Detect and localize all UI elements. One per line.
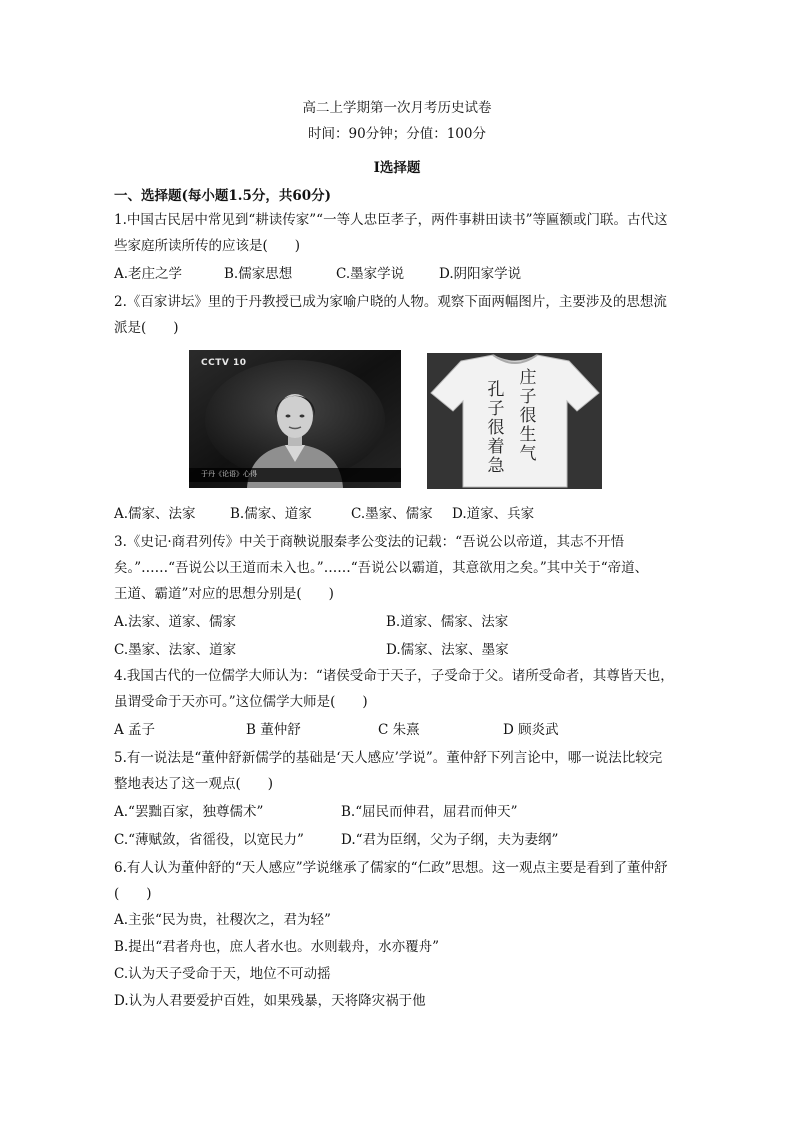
shirt-text-left: 孔子很着急: [487, 380, 505, 476]
q2-option-c[interactable]: C.墨家、儒家: [351, 506, 433, 522]
question-2-line-2: 派是( ): [114, 320, 179, 336]
question-4-line-2: 虽谓受命于天亦可。”这位儒学大师是( ): [114, 694, 368, 710]
tshirt-illustration: [427, 353, 602, 489]
q2-option-d[interactable]: D.道家、兵家: [452, 506, 535, 522]
question-6-line-1: 6.有人认为董仲舒的“天人感应”学说继承了儒家的“仁政”思想。这一观点主要是看到了董仲舒: [114, 860, 668, 876]
question-5-line-1: 5.有一说法是“董仲舒新儒学的基础是‘天人感应’学说”。董仲舒下列言论中，哪一说法比较完: [114, 750, 663, 766]
q3-option-a[interactable]: A.法家、道家、儒家: [114, 614, 237, 630]
q5-option-a[interactable]: A.“罢黜百家，独尊儒术”: [114, 804, 264, 820]
q1-option-d[interactable]: D.阴阳家学说: [439, 266, 522, 282]
question-3-line-3: 王道、霸道”对应的思想分别是( ): [114, 586, 334, 602]
q5-option-b[interactable]: B.“屈民而伸君，屈君而伸天”: [341, 804, 518, 820]
q3-option-d[interactable]: D.儒家、法家、墨家: [386, 642, 509, 658]
tv-caption: 于丹《论语》心得: [201, 470, 257, 478]
exam-title: 高二上学期第一次月考历史试卷: [302, 100, 492, 116]
q1-option-a[interactable]: A.老庄之学: [114, 266, 183, 282]
q4-option-c[interactable]: C 朱熹: [378, 722, 420, 738]
q4-option-b[interactable]: B 董仲舒: [246, 722, 301, 738]
question-3-line-1: 3.《史记·商君列传》中关于商鞅说服秦孝公变法的记载：“吾说公以帝道，其志不开悟: [114, 534, 625, 550]
q6-option-a[interactable]: A.主张“民为贵，社稷次之，君为轻”: [114, 912, 331, 928]
tv-lecture-photo: [189, 350, 401, 488]
question-5-line-2: 整地表达了这一观点( ): [114, 776, 274, 792]
section-title: 一、选择题(每小题1.5分，共60分): [114, 188, 332, 204]
tv-lecture-illustration: [189, 350, 401, 488]
q6-option-b[interactable]: B.提出“君者舟也，庶人者水也。水则载舟，水亦覆舟”: [114, 939, 440, 955]
part-title: I选择题: [373, 160, 421, 176]
question-1-line-1: 1.中国古民居中常见到“耕读传家”“一等人忠臣孝子，两件事耕田读书”等匾额或门联。古代这: [114, 212, 668, 228]
question-3-line-2: 矣。”……“吾说公以王道而未入也。”……“吾说公以霸道，其意欲用之矣。”其中关于“帝道、: [114, 560, 649, 576]
shirt-text-right: 庄子很生气: [519, 368, 537, 464]
q5-option-d[interactable]: D.“君为臣纲，父为子纲，夫为妻纲”: [341, 832, 559, 848]
tshirt-photo: [427, 353, 602, 489]
q2-option-a[interactable]: A.儒家、法家: [114, 506, 196, 522]
q4-option-d[interactable]: D 顾炎武: [503, 722, 559, 738]
q1-option-c[interactable]: C.墨家学说: [336, 266, 405, 282]
exam-meta: 时间：90分钟；分值：100分: [308, 126, 486, 142]
q5-option-c[interactable]: C.“薄赋敛，省徭役，以宽民力”: [114, 832, 304, 848]
question-6-line-2: ( ): [114, 886, 152, 902]
q1-option-b[interactable]: B.儒家思想: [224, 266, 293, 282]
q6-option-c[interactable]: C.认为天子受命于天，地位不可动摇: [114, 966, 331, 982]
q6-option-d[interactable]: D.认为人君要爱护百姓，如果残暴，天将降灾祸于他: [114, 993, 426, 1009]
question-1-line-2: 些家庭所读所传的应该是( ): [114, 238, 301, 254]
q4-option-a[interactable]: A 孟子: [114, 722, 156, 738]
question-4-line-1: 4.我国古代的一位儒学大师认为：“诸侯受命于天子，子受命于父。诸所受命者，其尊皆天也，: [114, 668, 674, 684]
question-2-line-1: 2.《百家讲坛》里的于丹教授已成为家喻户晓的人物。观察下面两幅图片，主要涉及的思想流: [114, 294, 667, 310]
q3-option-c[interactable]: C.墨家、法家、道家: [114, 642, 237, 658]
cctv-logo: CCTV 10: [201, 358, 247, 368]
q3-option-b[interactable]: B.道家、儒家、法家: [386, 614, 509, 630]
q2-option-b[interactable]: B.儒家、道家: [230, 506, 312, 522]
